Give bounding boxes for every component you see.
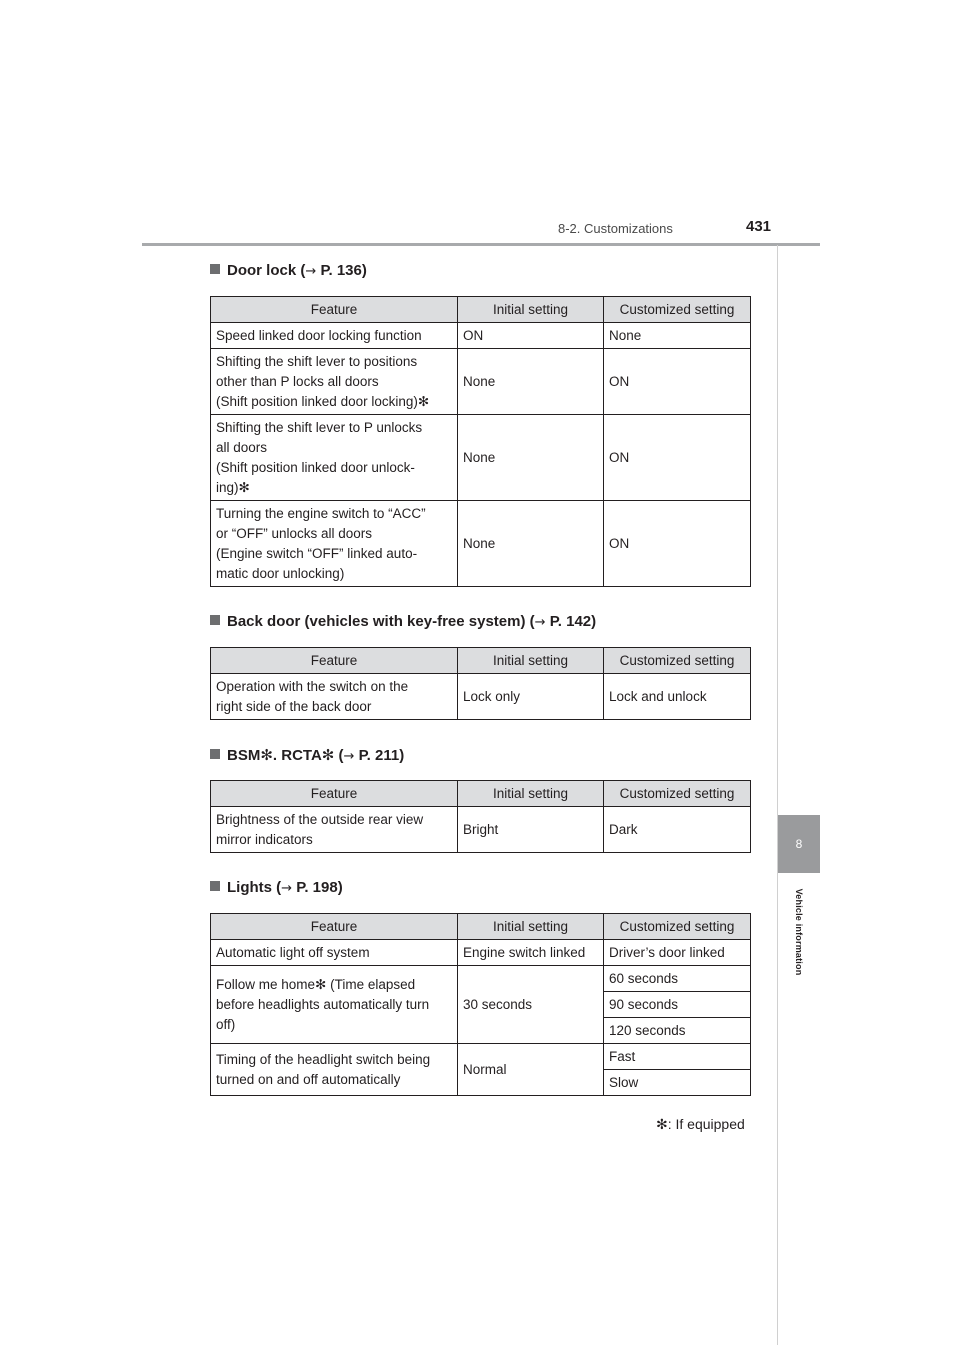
square-bullet-icon (210, 264, 220, 274)
initial-setting-cell: None (458, 501, 604, 587)
customized-setting-cell: ON (604, 415, 751, 501)
table-row (211, 349, 751, 415)
feature-line: other than P locks all doors (216, 373, 379, 389)
section-heading-lights: Lights (→ P. 198) (210, 879, 343, 896)
table-header-row (211, 297, 751, 323)
feature-cell (211, 807, 458, 853)
column-header: Feature (211, 781, 458, 807)
page-reference: P. 211 (358, 747, 400, 764)
initial-setting-cell: Normal (458, 1044, 604, 1096)
feature-line: off) (216, 1016, 236, 1032)
customized-setting-cell: ON (604, 501, 751, 587)
customized-option-cell: 90 seconds (604, 992, 751, 1018)
initial-setting-cell: None (458, 415, 604, 501)
header-divider (142, 243, 820, 246)
chapter-tab: 8 (778, 815, 820, 873)
table-header-row (211, 648, 751, 674)
bsm-rcta-table (210, 780, 751, 853)
feature-line: ing)✻ (216, 479, 250, 495)
feature-cell (211, 349, 458, 415)
initial-setting-cell: Lock only (458, 674, 604, 720)
back-door-table (210, 647, 751, 720)
initial-setting-cell: 30 seconds (458, 966, 604, 1044)
customized-setting-cell: Lock and unlock (604, 674, 751, 720)
feature-line: Timing of the headlight switch being (216, 1051, 431, 1067)
feature-line: Shifting the shift lever to positions (216, 353, 418, 369)
customized-setting-cell: Driver’s door linked (604, 940, 751, 966)
table-row (211, 966, 751, 992)
section-title: BSM✻. RCTA✻ (227, 747, 335, 764)
feature-line: or “OFF” unlocks all doors (216, 525, 373, 541)
customized-option-cell: 60 seconds (604, 966, 751, 992)
feature-cell (211, 1044, 458, 1096)
customized-option-cell: 120 seconds (604, 1018, 751, 1044)
customized-setting-cell: None (604, 323, 751, 349)
feature-line: (Engine switch “OFF” linked auto- (216, 545, 418, 561)
chapter-label: Vehicle information (794, 888, 804, 976)
feature-line: (Shift position linked door locking)✻ (216, 393, 430, 409)
initial-setting-cell: Engine switch linked (458, 940, 604, 966)
feature-line: Operation with the switch on the (216, 678, 409, 694)
column-header: Customized setting (604, 914, 751, 940)
feature-line: Automatic light off system (216, 944, 370, 960)
square-bullet-icon (210, 749, 220, 759)
feature-cell (211, 323, 458, 349)
page-reference: P. 136 (320, 262, 362, 279)
section-title: Lights (227, 879, 272, 896)
feature-line: turned on and off automatically (216, 1071, 401, 1087)
table-row (211, 323, 751, 349)
customized-setting-cell: ON (604, 349, 751, 415)
section-heading-bsm-rcta: BSM✻. RCTA✻ (→ P. 211) (210, 746, 404, 764)
feature-line: before headlights automatically turn (216, 996, 430, 1012)
feature-line: matic door unlocking) (216, 565, 345, 581)
square-bullet-icon (210, 615, 220, 625)
feature-cell (211, 674, 458, 720)
customized-option-cell: Slow (604, 1070, 751, 1096)
column-header: Customized setting (604, 781, 751, 807)
feature-line: Brightness of the outside rear view (216, 811, 424, 827)
section-heading-back-door: Back door (vehicles with key-free system) (→ P. 142) (210, 613, 596, 630)
table-header-row (211, 914, 751, 940)
arrow-icon: → (305, 264, 317, 279)
column-header: Customized setting (604, 297, 751, 323)
table-row (211, 674, 751, 720)
table-row (211, 940, 751, 966)
chapter-label-wrap (778, 880, 820, 984)
initial-setting-cell: None (458, 349, 604, 415)
arrow-icon: → (281, 881, 293, 896)
feature-line: right side of the back door (216, 698, 372, 714)
table-row (211, 1044, 751, 1070)
footnote: ✻: If equipped (656, 1116, 745, 1132)
feature-cell (211, 966, 458, 1044)
page-reference: P. 142 (549, 613, 592, 630)
feature-line: mirror indicators (216, 831, 313, 847)
column-header: Initial setting (458, 781, 604, 807)
feature-cell (211, 501, 458, 587)
door-lock-table (210, 296, 751, 587)
table-row (211, 501, 751, 587)
customized-option-cell: Fast (604, 1044, 751, 1070)
feature-line: Speed linked door locking function (216, 327, 422, 343)
page-number: 431 (746, 218, 772, 235)
table-row (211, 415, 751, 501)
arrow-icon: → (343, 749, 355, 764)
initial-setting-cell: ON (458, 323, 604, 349)
column-header: Feature (211, 297, 458, 323)
column-header: Feature (211, 648, 458, 674)
arrow-icon: → (534, 615, 546, 630)
page-reference: P. 198 (296, 879, 338, 896)
feature-line: (Shift position linked door unlock- (216, 459, 415, 475)
feature-cell (211, 415, 458, 501)
section-heading-door-lock: Door lock (→ P. 136) (210, 262, 367, 279)
column-header: Initial setting (458, 648, 604, 674)
feature-line: Shifting the shift lever to P unlocks (216, 419, 423, 435)
square-bullet-icon (210, 881, 220, 891)
table-row (211, 807, 751, 853)
column-header: Initial setting (458, 297, 604, 323)
column-header: Customized setting (604, 648, 751, 674)
feature-cell (211, 940, 458, 966)
customized-setting-cell: Dark (604, 807, 751, 853)
feature-line: all doors (216, 439, 268, 455)
column-header: Feature (211, 914, 458, 940)
table-header-row (211, 781, 751, 807)
column-header: Initial setting (458, 914, 604, 940)
section-header: 8-2. Customizations (558, 221, 673, 236)
initial-setting-cell: Bright (458, 807, 604, 853)
lights-table (210, 913, 751, 1096)
section-title: Back door (vehicles with key-free system) (227, 613, 526, 630)
feature-line: Turning the engine switch to “ACC” (216, 505, 426, 521)
section-title: Door lock (227, 262, 297, 279)
feature-line: Follow me home✻ (Time elapsed (216, 976, 416, 992)
side-divider (777, 245, 778, 1345)
